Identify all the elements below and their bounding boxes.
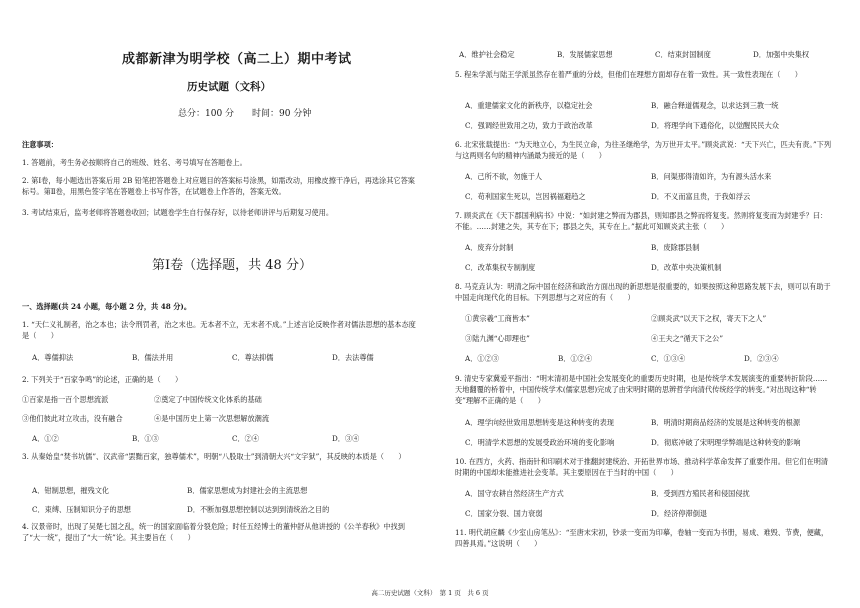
option: D．经济停滞倒退 — [651, 509, 708, 518]
exam-subtitle: 历史试题（文科） — [187, 81, 271, 93]
question-8-stem: 8. 马克垚认为：明清之际中国在经济和政治方面出现的新思想是很重要的，如果按照这种思路发展下去，则可以有助于中国走向现代化的目标。下列思想与之对应的有（ ） — [455, 282, 831, 302]
note-item: 1. 答题前，考生务必按顺将自己的班级、姓名、考号填写在答题卷上。 — [22, 158, 247, 167]
option: C．尊法抑儒 — [232, 353, 274, 362]
option: B．明清时期商品经济的发展是这种转变的根源 — [651, 418, 801, 427]
question-6-stem: 6. 北宋张载提出：“为天地立心，为生民立命，为往圣继绝学，为万世开太平。”顾炎武说：“天下兴亡，匹夫有责。”下列与这两则名句的精神内涵最为接近的是（ ） — [455, 140, 832, 160]
question-1-stem: 1. “天仁义礼制者，治之本也；法令刑罚者，治之末也。无本者不立，无末者不成。”上述言论反映作者对儒法思想的基本态度是（ ） — [22, 320, 416, 340]
section-title: 一、选择题(共 24 小题，每小题 2 分，共 48 分)。 — [22, 302, 192, 311]
statement: ③他们彼此对立攻击，没有融合 — [22, 414, 123, 423]
note-item: 2. 第Ⅰ卷，每小题选出答案后用 2B 铅笔把答题卷上对应题目的答案标号涂黑，如需改动，用橡皮擦干净后，再选涂其它答案标号。第Ⅱ卷，用黑色签字笔在答题卷上书写作答，在试题卷上作答的，答案无效。 — [22, 176, 415, 196]
option: B．废除郡县制 — [651, 243, 700, 252]
option: B．受到西方殖民者和侵国侵扰 — [651, 489, 750, 498]
option: D．②③④ — [744, 354, 779, 363]
statement: ③陆九渊“心即理也” — [465, 334, 530, 343]
question-10-stem: 10. 在西方，火药、指南针和印刷术对于推翻封建统治、开拓世界市场、推动科学革命发挥了重要作用。但它们在明清时期的中国却未能推进社会变革。其主要原因在于当时的中国（ ） — [455, 457, 829, 477]
option: D．加强中央集权 — [753, 50, 810, 59]
option: D．将理学向下通俗化，以觉醒民民大众 — [651, 121, 779, 130]
notes-heading: 注意事项： — [22, 140, 58, 149]
option: A．理学向经世致用思想转变是这种转变的表现 — [465, 418, 614, 427]
option: B．①③ — [132, 434, 159, 443]
option: C．①③④ — [651, 354, 686, 363]
question-7-stem: 7. 顾炎武在《天下郡国利病书》中说：“如封建之弊而为郡县，则知郡县之弊而将复变。然则将复变而为封建乎？曰：不能。……封建之失，其专在下；郡县之失，其专在上。”据此可知顾炎武主张（ ） — [455, 211, 828, 231]
option: B．问渠那得清如许，为有源头活水来 — [651, 172, 772, 181]
option: A．尊儒抑法 — [32, 353, 74, 362]
option: B．①②④ — [558, 354, 593, 363]
option: B．儒法并用 — [132, 353, 174, 362]
statement: ②奠定了中国传统文化体系的基础 — [154, 395, 262, 404]
option: C．②④ — [232, 434, 260, 443]
question-11-stem: 11. 明代胡应麟《少室山房笔丛》：“至唐末宋初，钞录一变而为印摹，卷轴一变而为书册，易成、难毁、节费，便藏，四善具焉。”这说明（ ） — [455, 528, 829, 548]
note-item: 3. 考试结束后，监考老师将答题卷收回；试题卷学生自行保存好，以待老师讲评与后期复习使用。 — [22, 208, 334, 217]
option: A．重建儒家文化的新秩序，以稳定社会 — [465, 101, 593, 110]
score-time-line: 总分：100 分 时间：90 分钟 — [178, 109, 312, 119]
question-8-options — [465, 354, 824, 365]
statement: ①黄宗羲“工商皆本” — [465, 314, 530, 323]
option: D．去法尊儒 — [332, 353, 374, 362]
exam-title: 成都新津为明学校（高二上）期中考试 — [122, 52, 352, 67]
statement: ④是中国历史上第一次思想解放潮流 — [154, 414, 270, 423]
question-2-options — [32, 434, 422, 445]
option: D．不义而富且贵，于我如浮云 — [651, 192, 751, 201]
option: C．束缚、压制知识分子的思想 — [32, 505, 131, 514]
option: D．彻底冲破了宋明理学弊端是这种转变的影响 — [651, 438, 801, 447]
option: C．强调经世致用之功，致力于政治改革 — [465, 121, 593, 130]
question-2-stem: 2. 下列关于“百家争鸣”的论述，正确的是（ ） — [22, 375, 183, 384]
option: D．不断加强思想控制以达到到清统治之目的 — [187, 505, 330, 514]
option: C．改革集权专制制度 — [465, 263, 536, 272]
statement: ②顾炎武“以天下之权，寄天下之人” — [651, 314, 767, 323]
question-1-options — [32, 353, 422, 364]
option: C．国家分裂、国力衰弱 — [465, 509, 543, 518]
page-footer: 高二历史试题（文科） 第 1 页 共 6 页 — [371, 589, 489, 597]
question-5-stem: 5. 程朱学派与陆王学派虽然存在着严重的分歧，但他们在理想方面却存在着一致性。其一致性表现在（ ） — [455, 70, 802, 79]
question-4-options — [459, 50, 833, 61]
option: B．发展儒家思想 — [557, 50, 613, 59]
question-4-stem: 4. 汉景帝时，出现了吴楚七国之乱，统一的国家面临着分裂危险；时任五经博士的董仲舒从他讲授的《公羊春秋》中找到了“大一统”，提出了“大一统”论。其主要旨在（ ） — [22, 522, 405, 542]
option: D．改革中央决策机制 — [651, 263, 722, 272]
option: B．儒家思想成为封建社会的主流思想 — [187, 486, 308, 495]
option: D．③④ — [332, 434, 360, 443]
question-3-stem: 3. 从秦始皇“焚书坑儒”、汉武帝“罢黜百家，独尊儒术”，明朝“八股取士”到清朝大兴“文字狱”，其反映的本质是（ ） — [22, 452, 406, 461]
statement: ④王夫之“循天下之公” — [651, 334, 724, 343]
option: C．苟利国家生死以，岂因祸福避趋之 — [465, 192, 586, 201]
option: A．己所不欲，勿施于人 — [465, 172, 543, 181]
option: A．国守农耕自然经济生产方式 — [465, 489, 564, 498]
question-9-stem: 9. 清史专家冀爱平指出：“明末清初是中国社会发展变化的重要历史时期，也是传统学术发展演变的重要转折阶段……天地翻覆的桥着中，中国传统学术(儒家思想)完成了由宋明时期的思辨哲学向清代传统经学的转变。”对出现这种“转变”理解不正确的是（ ） — [455, 374, 828, 405]
option: C．明清学术思想的发展受政治环境的变化影响 — [465, 438, 615, 447]
option: A．①② — [32, 434, 59, 443]
option: A．废弃分封制 — [465, 243, 514, 252]
option: A．钳制思想，摧残文化 — [32, 486, 110, 495]
option: A．维护社会稳定 — [459, 50, 515, 59]
option: C．结束封国制度 — [655, 50, 711, 59]
statement: ①百家是指一百个思想流派 — [22, 395, 109, 404]
option: A．①②③ — [465, 354, 499, 363]
volume-title: 第Ⅰ卷（选择题，共 48 分） — [152, 258, 312, 273]
option: B．融合释道儒观念，以求达到三教一统 — [651, 101, 779, 110]
